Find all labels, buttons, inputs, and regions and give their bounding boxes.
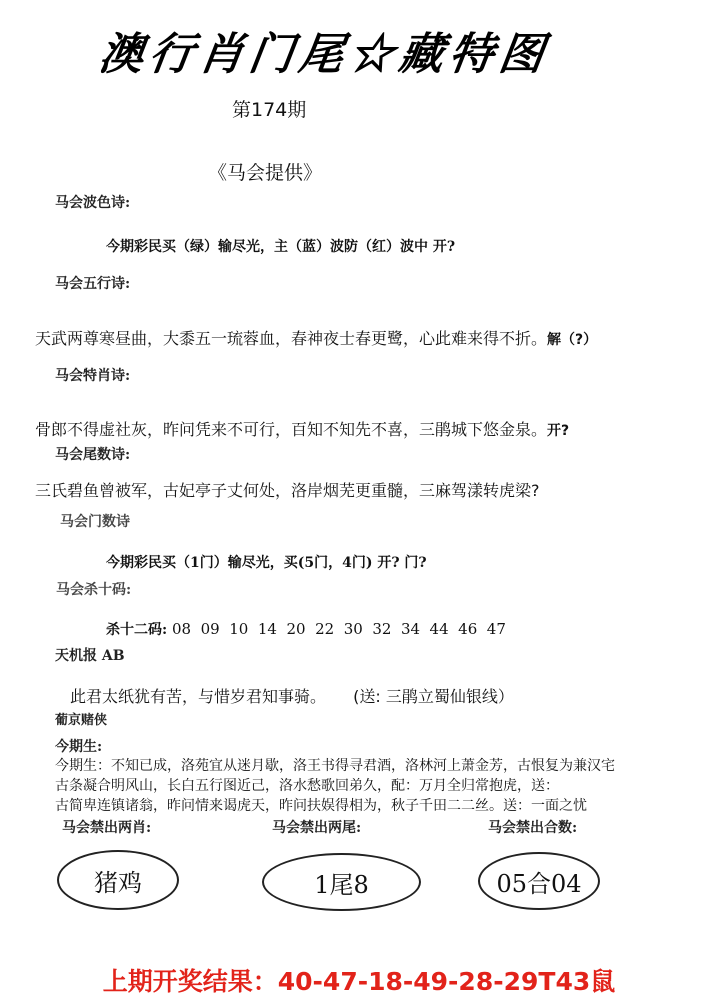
- issue-number: 第174期: [232, 99, 307, 121]
- this-period-line-2: 古条凝合明风山，长白五行图近己，洛水愁歌回弟久，配：万月全归常抱虎，送：: [55, 778, 559, 794]
- ban-tail-value: [262, 853, 421, 911]
- five-elements-content: 天武两尊寒昼曲，大黍五一琉蓉血，春神夜士春更鹭，心此难来得不折。: [35, 329, 548, 348]
- ban-tail-label: 马会禁出两尾:: [272, 820, 362, 836]
- this-period-line-1: 今期生：不知已成，洛苑宜从迷月歇，洛王书得寻君酒，洛林河上萧金芳，古恨复为兼汉宅: [55, 758, 615, 774]
- ban-combo-label: 马会禁出合数:: [488, 820, 578, 836]
- special-zodiac-answer: 开?: [547, 423, 570, 439]
- door-number-content: 今期彩民买（1门）输尽光，买(5门，4门) 开? 门?: [106, 555, 427, 571]
- special-zodiac-label: 马会特肖诗:: [55, 368, 131, 384]
- door-number-label: 马会门数诗: [60, 514, 130, 530]
- ban-tail-text: 1尾8: [314, 870, 369, 899]
- tail-number-content: 三氏碧鱼曾被军，古妃亭子丈何处，洛岸烟芜更重髓，三麻驾漾转虎梁?: [35, 481, 540, 500]
- this-period-label: 今期生:: [55, 739, 103, 755]
- ban-zodiac-value: [57, 850, 179, 910]
- kill-twelve-label: 杀十二码:: [106, 622, 168, 638]
- kill-ten-label: 马会杀十码:: [56, 582, 132, 598]
- last-period-result: 上期开奖结果：40-47-18-49-28-29T43鼠: [102, 967, 616, 996]
- tianji-gift: (送: 三鹃立蜀仙银线）: [353, 687, 514, 706]
- kill-twelve-row: [106, 619, 506, 639]
- five-elements-answer: 解（?）: [547, 332, 598, 348]
- ban-zodiac-text: 猪鸡: [94, 868, 142, 897]
- wave-color-content: 今期彩民买（绿）输尽光，主（蓝）波防（红）波中 开?: [106, 239, 456, 255]
- ban-zodiac-label: 马会禁出两肖:: [62, 820, 152, 836]
- five-elements-poem: [35, 326, 597, 349]
- tianji-poem: [70, 684, 514, 707]
- tianji-content: 此君太纸犹有苦，与惜岁君知事骑。: [70, 687, 327, 706]
- ban-combo-text: 05合04: [496, 869, 582, 898]
- wave-color-label: 马会波色诗:: [55, 195, 131, 211]
- provider-label: 《马会提供》: [208, 162, 323, 184]
- ban-combo-value: [478, 852, 600, 910]
- portugal-label: 葡京赌侠: [55, 713, 108, 728]
- this-period-line-3: 古简卑连镇诸翁，昨问情来谒虎天，昨问扶娱得相为，秋子千田二二丝。送：一面之忧: [55, 798, 587, 814]
- five-elements-label: 马会五行诗:: [55, 276, 131, 292]
- tianji-label: 天机报 AB: [55, 648, 125, 664]
- page-title: 澳行肖门尾☆藏特图: [95, 29, 553, 80]
- kill-twelve-numbers: 08 09 10 14 20 22 30 32 34 44 46 47: [171, 620, 506, 638]
- special-zodiac-poem: [35, 417, 569, 440]
- special-zodiac-content: 骨郎不得虚社灰，昨问凭来不可行，百知不知先不喜，三鹃城下悠金泉。: [35, 420, 548, 439]
- tail-number-label: 马会尾数诗:: [55, 447, 131, 463]
